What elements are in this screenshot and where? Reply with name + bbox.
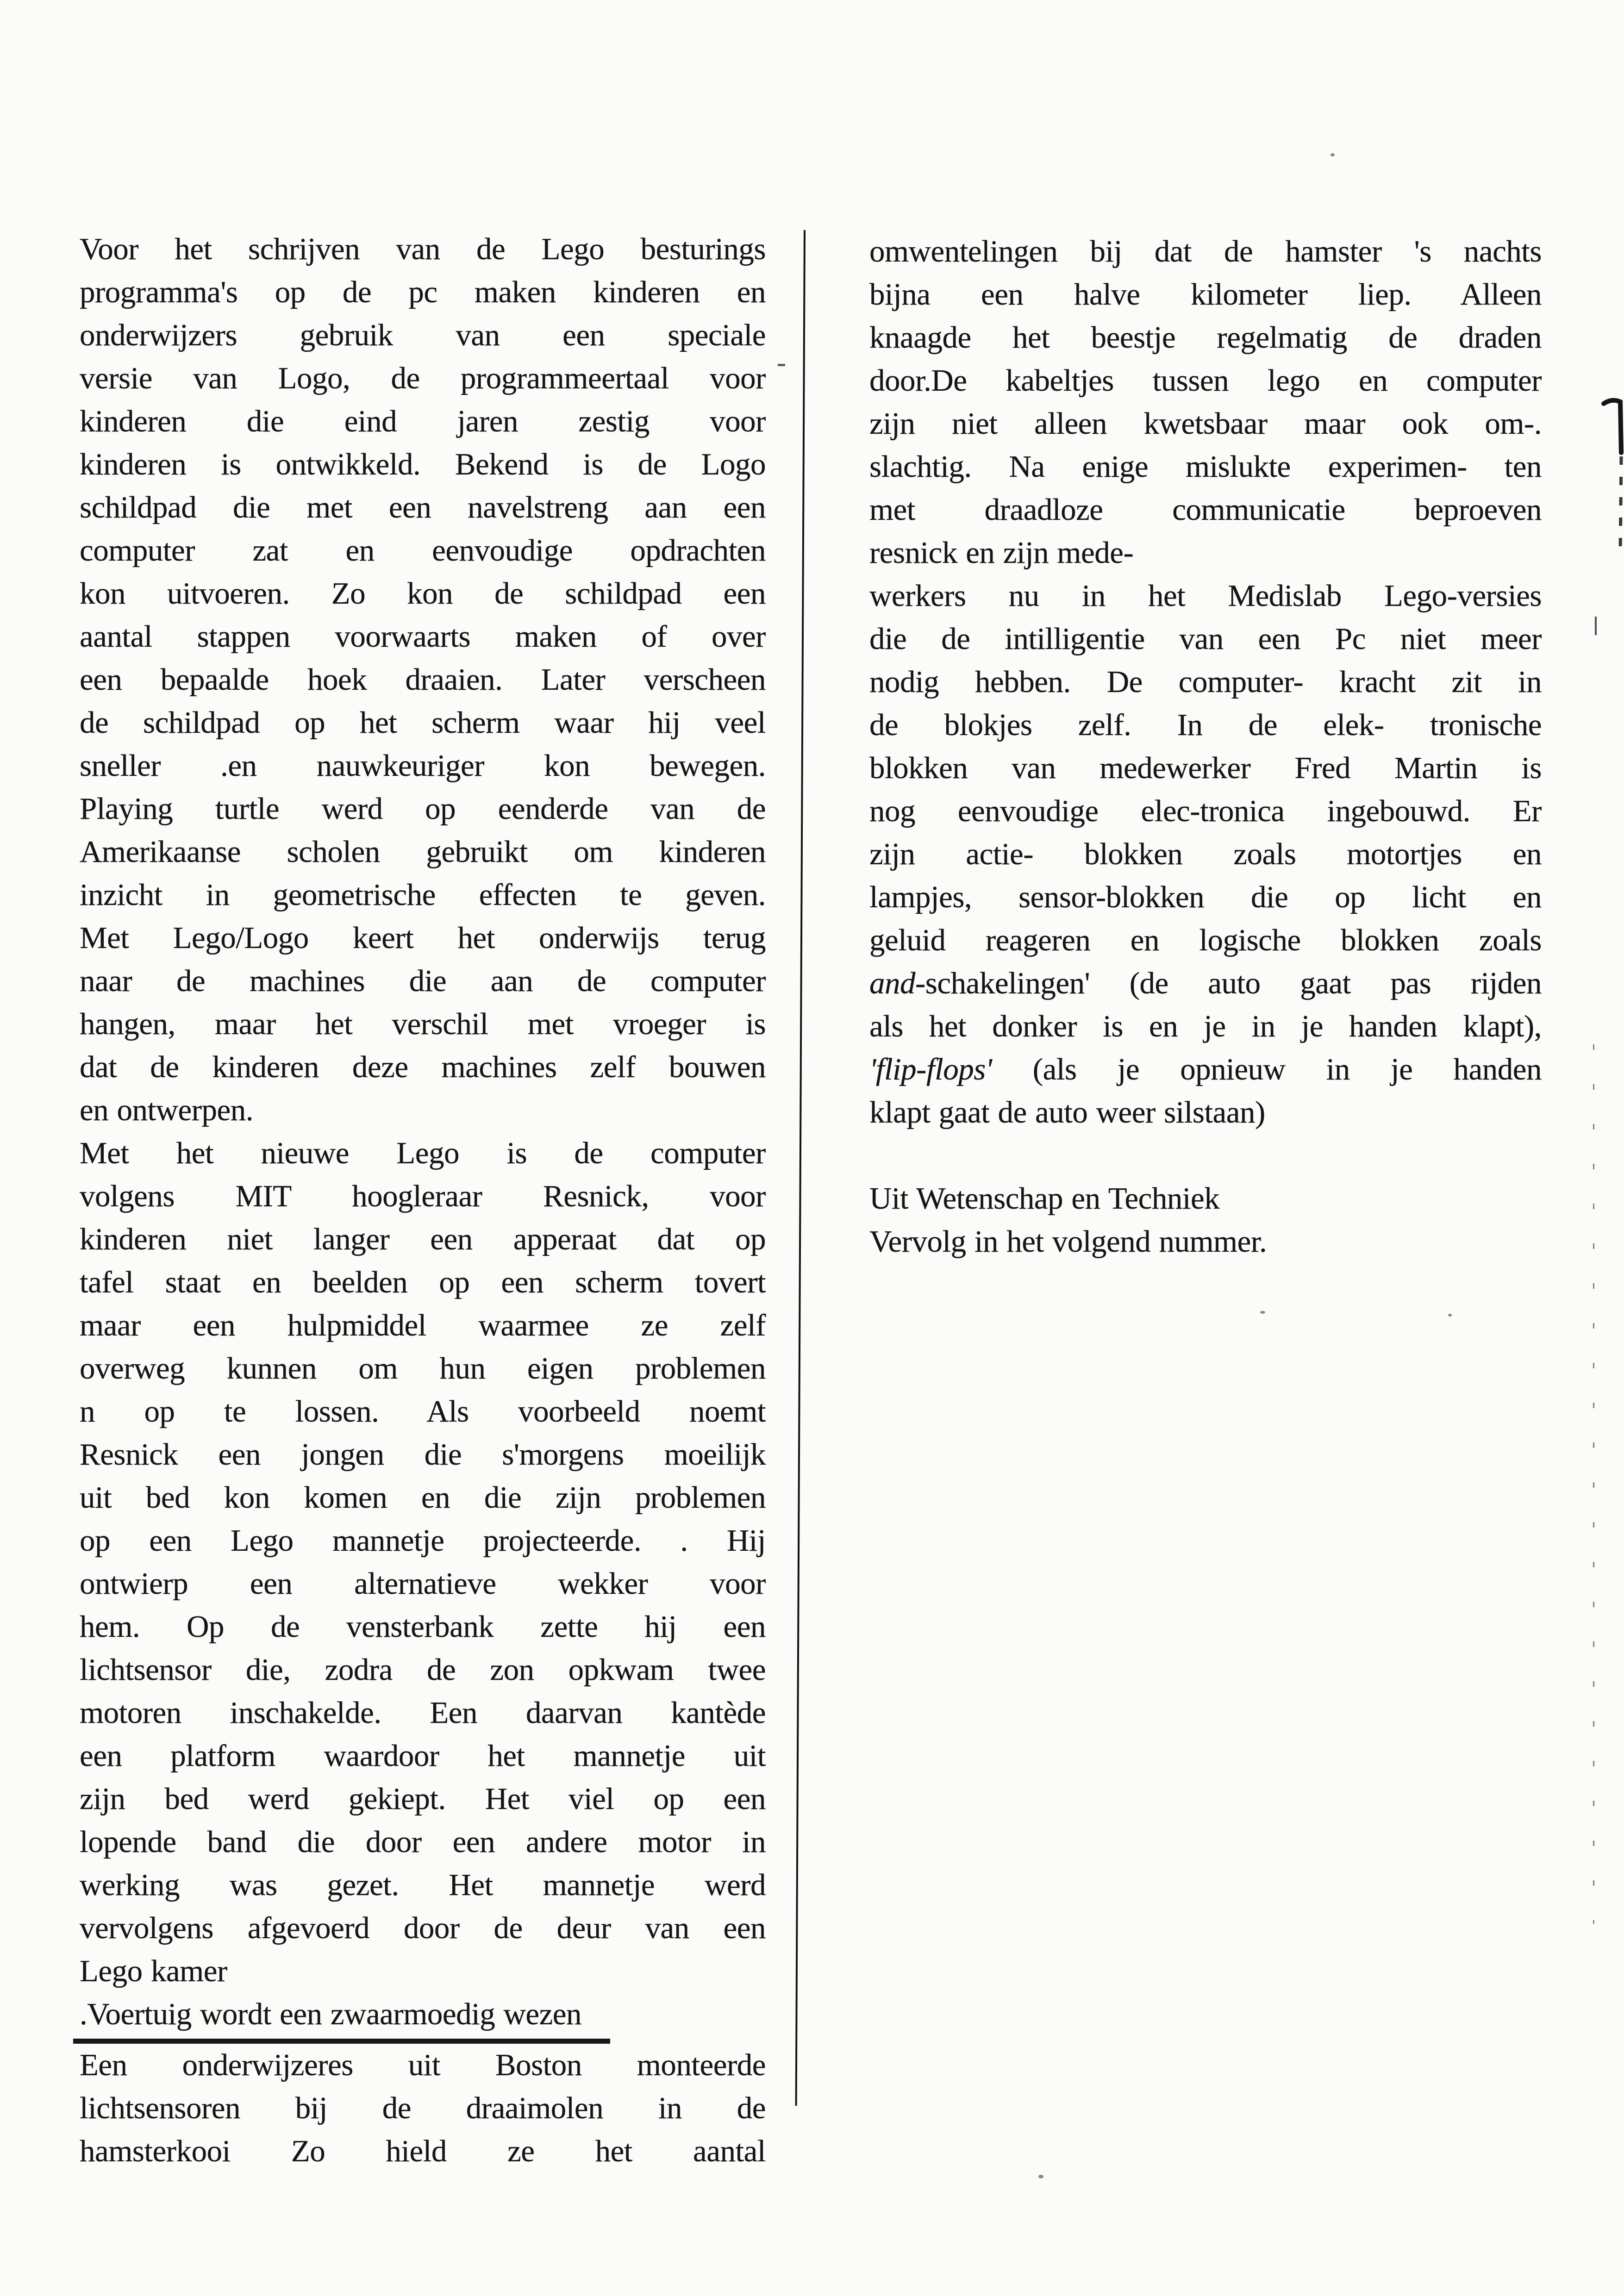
text-line: kinderen niet langer een apperaat dat op: [80, 1222, 766, 1256]
text-line: werkers nu in het Medislab Lego-versies: [869, 579, 1542, 613]
text-line: hamsterkooi Zo hield ze het aantal: [80, 2134, 766, 2168]
text-line: de schildpad op het scherm waar hij veel: [80, 705, 766, 740]
text-line: Resnick een jongen die s'morgens moeilijk: [80, 1437, 766, 1472]
text-line: de blokjes zelf. In de elek- tronische: [869, 708, 1542, 742]
text-line: kinderen is ontwikkeld. Bekend is de Logo: [80, 447, 766, 481]
text-line: maar een hulpmiddel waarmee ze zelf: [80, 1308, 766, 1342]
text-line: nodig hebben. De computer- kracht zit in: [869, 665, 1542, 699]
text-line: Met het nieuwe Lego is de computer: [80, 1136, 766, 1170]
text-line: onderwijzers gebruik van een speciale: [80, 318, 766, 352]
text-line: hem. Op de vensterbank zette hij een: [80, 1610, 766, 1644]
scan-artifact-edge-bracket: [1600, 397, 1624, 556]
section-heading: .Voertuig wordt een zwaarmoedig wezen: [80, 1993, 766, 2044]
text-line: op een Lego mannetje projecteerde. . Hij: [80, 1523, 766, 1558]
column-divider: [795, 230, 806, 2106]
text-line: als het donker is en je in je handen klapt),: [869, 1009, 1542, 1043]
text-line: vervolgens afgevoerd door de deur van een: [80, 1911, 766, 1945]
text-line: volgens MIT hoogleraar Resnick, voor: [80, 1179, 766, 1213]
text-line: n op te lossen. Als voorbeeld noemt: [80, 1394, 766, 1429]
text-line: Playing turtle werd op eenderde van de: [80, 792, 766, 826]
text-line: tafel staat en beelden op een scherm tovert: [80, 1265, 766, 1299]
text-line: Een onderwijzeres uit Boston monteerde: [80, 2048, 766, 2082]
text-line: met draadloze communicatie beproeven: [869, 493, 1542, 527]
text-line: nog eenvoudige elec-tronica ingebouwd. Er: [869, 794, 1542, 828]
text-line: werking was gezet. Het mannetje werd: [80, 1868, 766, 1902]
scan-artifact-dashed-line: [1593, 1044, 1594, 1924]
scan-artifact: [1038, 2175, 1043, 2178]
text-line: kon uitvoeren. Zo kon de schildpad een: [80, 576, 766, 611]
text-line: knaagde het beestje regelmatig de draden: [869, 320, 1542, 355]
text-line: computer zat en eenvoudige opdrachten: [80, 533, 766, 568]
text-line: naar de machines die aan de computer: [80, 964, 766, 998]
text-line: versie van Logo, de programmeertaal voor: [80, 361, 766, 395]
text-line: lopende band die door een andere motor in: [80, 1825, 766, 1859]
text-line: lichtsensor die, zodra de zon opkwam twee: [80, 1653, 766, 1687]
text-line: sneller .en nauwkeuriger kon bewegen.: [80, 749, 766, 783]
text-line: Voor het schrijven van de Lego besturings: [80, 232, 766, 266]
text-line: die de intilligentie van een Pc niet meer: [869, 622, 1542, 656]
text-line: ontwierp een alternatieve wekker voor: [80, 1566, 766, 1601]
text-line: en ontwerpen.: [80, 1093, 254, 1127]
text-line: door.De kabeltjes tussen lego en computer: [869, 363, 1542, 398]
text-line: 'flip-flops' (als je opnieuw in je handen: [869, 1052, 1542, 1086]
text-line: uit bed kon komen en die zijn problemen: [80, 1480, 766, 1515]
footer-line: Uit Wetenschap en Techniek: [869, 1181, 1220, 1216]
left-column: [80, 228, 766, 2173]
text-line: inzicht in geometrische effecten te geven.: [80, 878, 766, 912]
text-line: aantal stappen voorwaarts maken of over: [80, 619, 766, 654]
scan-artifact: [1595, 617, 1597, 635]
text-line: geluid reageren en logische blokken zoals: [869, 923, 1542, 957]
text-line: resnick en zijn mede-: [869, 536, 1134, 570]
text-line: Amerikaanse scholen gebruikt om kinderen: [80, 835, 766, 869]
text-line: kinderen die eind jaren zestig voor: [80, 404, 766, 438]
scan-artifact: [778, 364, 785, 366]
text-line: klapt gaat de auto weer silstaan): [869, 1095, 1265, 1129]
text-line: een bepaalde hoek draaien. Later verscheen: [80, 662, 766, 697]
scan-artifact: [1448, 1314, 1452, 1316]
text-line: overweg kunnen om hun eigen problemen: [80, 1351, 766, 1385]
text-line: schildpad die met een navelstreng aan een: [80, 490, 766, 524]
text-line: bijna een halve kilometer liep. Alleen: [869, 277, 1542, 312]
text-line: lampjes, sensor-blokken die op licht en: [869, 880, 1542, 914]
text-line: motoren inschakelde. Een daarvan kantède: [80, 1696, 766, 1730]
text-line: and-schakelingen' (de auto gaat pas rijden: [869, 966, 1542, 1000]
blank-line: [869, 1134, 1542, 1177]
text-line: Lego kamer: [80, 1954, 227, 1988]
text-line: slachtig. Na enige mislukte experimen- ten: [869, 449, 1542, 484]
right-column: [869, 230, 1542, 1263]
text-line: blokken van medewerker Fred Martin is: [869, 751, 1542, 785]
text-line: een platform waardoor het mannetje uit: [80, 1739, 766, 1773]
text-line: zijn bed werd gekiept. Het viel op een: [80, 1782, 766, 1816]
text-line: hangen, maar het verschil met vroeger is: [80, 1007, 766, 1041]
scan-artifact: [1330, 153, 1335, 156]
text-line: omwentelingen bij dat de hamster 's nachts: [869, 234, 1542, 268]
text-line: Met Lego/Logo keert het onderwijs terug: [80, 921, 766, 955]
text-line: lichtsensoren bij de draaimolen in de: [80, 2091, 766, 2125]
text-line: zijn actie- blokken zoals motortjes en: [869, 837, 1542, 871]
text-line: zijn niet alleen kwetsbaar maar ook om-.: [869, 406, 1542, 441]
text-line: programma's op de pc maken kinderen en: [80, 275, 766, 309]
scan-artifact: [1260, 1311, 1265, 1314]
text-line: dat de kinderen deze machines zelf bouwen: [80, 1050, 766, 1084]
footer-line: Vervolg in het volgend nummer.: [869, 1224, 1267, 1259]
